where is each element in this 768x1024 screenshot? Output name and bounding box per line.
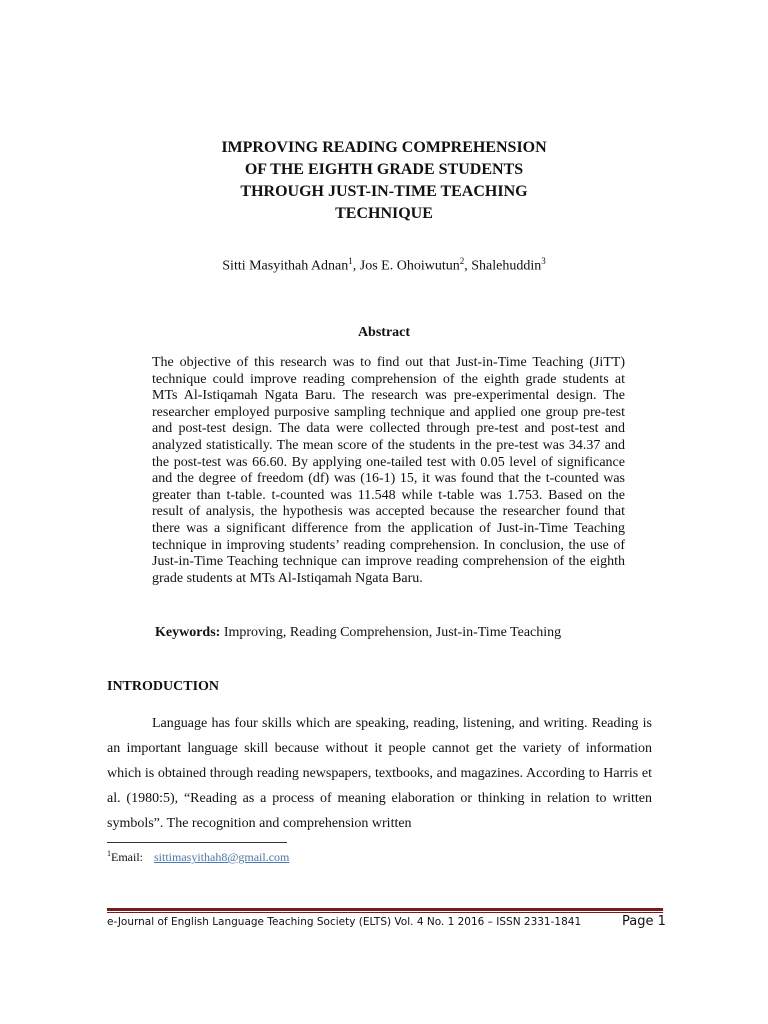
author-name: Shalehuddin — [471, 258, 542, 274]
introduction-heading: INTRODUCTION — [107, 679, 220, 694]
author-affiliation: 3 — [541, 256, 546, 266]
title-line-3: THROUGH JUST-IN-TIME TEACHING — [240, 183, 528, 200]
title-line-4: TECHNIQUE — [335, 205, 433, 222]
keywords-text: Improving, Reading Comprehension, Just-in-Time Teaching — [223, 625, 562, 640]
title-line-1: IMPROVING READING COMPREHENSION — [221, 139, 547, 156]
footnote-label: Email: — [111, 850, 143, 864]
author-separator: , — [352, 258, 360, 274]
footnote-divider — [107, 842, 287, 843]
author-name: Jos E. Ohoiwutun — [359, 258, 460, 274]
introduction-paragraph — [107, 711, 652, 836]
author-affiliation: 1 — [348, 256, 353, 266]
author-separator: , — [464, 258, 472, 274]
footnote — [107, 849, 289, 865]
author-name: Sitti Masyithah Adnan — [222, 258, 349, 274]
journal-footer: e-Journal of English Language Teaching Society (ELTS) Vol. 4 No. 1 2016 – ISSN 2331-1841 — [107, 916, 582, 928]
keywords-label: Keywords: — [155, 625, 221, 640]
footnote-marker: 1 — [107, 849, 111, 858]
paper-title — [0, 137, 768, 225]
email-link[interactable]: sittimasyithah8@gmail.com — [154, 850, 290, 864]
abstract-text: The objective of this research was to find out that Just-in-Time Teaching (JiTT) technique could improve reading comprehension of the eighth grade students at MTs Al-Istiqamah Ngata Baru. The research was pre-experimental design. The researcher employed purposive sampling technique and applied one group pre-test and post-test design. The data were collected through pre-test and post-test and analyzed statistically. The mean score of the students in the pre-test was 34.37 and the post-test was 66.60. By applying one-tailed test with 0.05 level of significance and the degree of freedom (df) was (16-1) 15, it was found that the t-counted was greater than t-table. t-counted was 11.548 while t-table was 1.753. Based on the result of analysis, the hypothesis was accepted because the researcher found that there was a significant difference from the application of Just-in-Time Teaching technique in improving students’ reading comprehension. In conclusion, the use of Just-in-Time Teaching technique can improve reading comprehension of the eighth grade students at MTs Al-Istiqamah Ngata Baru. — [152, 355, 625, 586]
author-list — [0, 256, 768, 275]
footer-divider-thin — [107, 912, 663, 913]
introduction-text: Language has four skills which are speaking, reading, listening, and writing. Reading is an important language skill because without it people cannot get the variety of information which is obtained through reading newspapers, textbooks, and magazines. According to Harris et al. (1980:5), “Reading as a process of meaning elaboration or thinking in relation to written symbols”. The recognition and comprehension written — [107, 716, 652, 831]
abstract-heading: Abstract — [357, 325, 411, 340]
footer-divider — [107, 908, 663, 911]
author-affiliation: 2 — [459, 256, 465, 266]
page-number: Page 1 — [622, 914, 666, 929]
title-line-2: OF THE EIGHTH GRADE STUDENTS — [244, 161, 524, 178]
keywords — [155, 625, 625, 641]
